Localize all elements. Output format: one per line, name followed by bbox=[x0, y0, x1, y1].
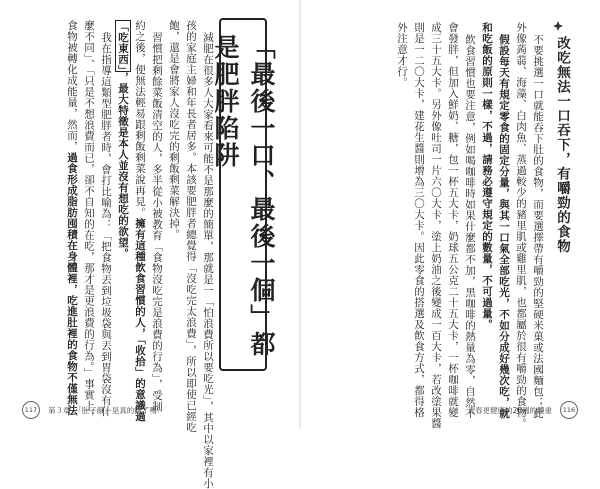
body-column-7: 成三十五大卡。另外像吐司一片六〇大卡，塗上奶油之後變成一百大卡，若改塗果醬 bbox=[430, 22, 442, 429]
body-column-1: 減肥在很多人大家看來可能不是那麼的簡單，那就是一「怕浪費所以要吃光」，其中以家裡有小 bbox=[202, 32, 214, 489]
body-text: 約之後，便無法輕易跟剩飯剩菜說再見。 bbox=[134, 20, 146, 218]
body-column-6 bbox=[115, 20, 131, 259]
body-column-5 bbox=[132, 20, 148, 422]
chapter-running-head: 第３章 「肚子餓」是真的餓了嗎？ bbox=[48, 405, 165, 415]
page-number: 117 bbox=[22, 401, 40, 419]
title-part-1: 「最後一口、最後一個」 bbox=[247, 34, 276, 331]
left-footer bbox=[22, 401, 164, 419]
chapter-title bbox=[207, 34, 279, 369]
title-part-2: 都是肥胖陷阱 bbox=[211, 34, 276, 358]
body-column-1: 不要挑選一口就能吞下肚的食物，而要選擇帶有嚼勁的堅硬米菓或法國麵包；此 bbox=[532, 34, 544, 419]
emphasis-text: 擁有這種飲食習慣的人，「收拾」的意識過 bbox=[134, 218, 146, 422]
body-column-3: 假設每天有規定零食的固定分量，與其一口氣全部吃光，不如分成好幾次吃，就 bbox=[498, 34, 510, 419]
page-number: 116 bbox=[560, 401, 578, 419]
body-column-3: 飽，還是會將家人沒吃完的剩飯剩菜解決掉。 bbox=[168, 20, 180, 240]
chapter-title-box bbox=[211, 18, 276, 371]
body-column-2: 孩的家庭主婦和年長者居多。本該要肥胖者總覺得「沒吃完太浪費」，所以即使已經吃 bbox=[185, 20, 197, 433]
emphasis-text: 過食形成脂肪囤積在身體裡，吃進肚裡的食物不僅無法 bbox=[66, 152, 78, 416]
body-column-9: 外注意才行。 bbox=[396, 22, 408, 88]
body-column-8: 麼不同」、「只是不想浪費而已，卻不自知的在吃，那才是更浪費的行為。」事實上， bbox=[83, 20, 95, 423]
body-text: 食物被轉化成能量，然而， bbox=[66, 20, 78, 152]
leaf-bullet-icon bbox=[552, 20, 564, 32]
body-column-4: 習慣把剩餘菜飯清空的人，多半從小被教育「食物沒吃完是浪費的行為」，受制 bbox=[151, 32, 163, 412]
body-column-5: 飲食習慣也要注意，例如喝咖啡時如果什麼都不加，黑咖啡的熱量為零，自然不 bbox=[464, 34, 476, 419]
body-column-4: 和吃飯的原則一樣，不過，請務必遵守規定的數量，不可過量。 bbox=[481, 22, 493, 330]
body-column-7: 我在指導這類型肥胖者時，會打比喻為：「把食物丟到垃圾袋與丟到胃袋沒有什 bbox=[100, 32, 112, 417]
right-page bbox=[300, 0, 600, 429]
emphasis-text: ，最大特徵是本人並沒有想吃的欲望。 bbox=[117, 71, 129, 259]
right-footer bbox=[467, 401, 578, 419]
body-column-6: 會發胖，但加入鮮奶、糖，包一杯五大卡，奶球五公克二十五大卡，一杯咖啡就變 bbox=[447, 22, 459, 418]
body-column-2: 外像蒟蒻、海藻、白肉魚、蒸過較少的豬里肌或雞里肌，也都屬於很有嚼勁的食物。 bbox=[515, 22, 527, 429]
section-heading: 改吃無法一口吞下，有嚼勁的食物 bbox=[554, 36, 570, 254]
body-column-9 bbox=[64, 20, 80, 416]
quoted-term: 「吃東西」 bbox=[117, 21, 129, 71]
body-column-8: 則是一二〇大卡，建花生醬則增為三〇大卡。因此零食的搭選及飲食方式，都得格 bbox=[413, 22, 425, 418]
book-running-head: 青春更健康的20週的體重 bbox=[467, 405, 552, 415]
